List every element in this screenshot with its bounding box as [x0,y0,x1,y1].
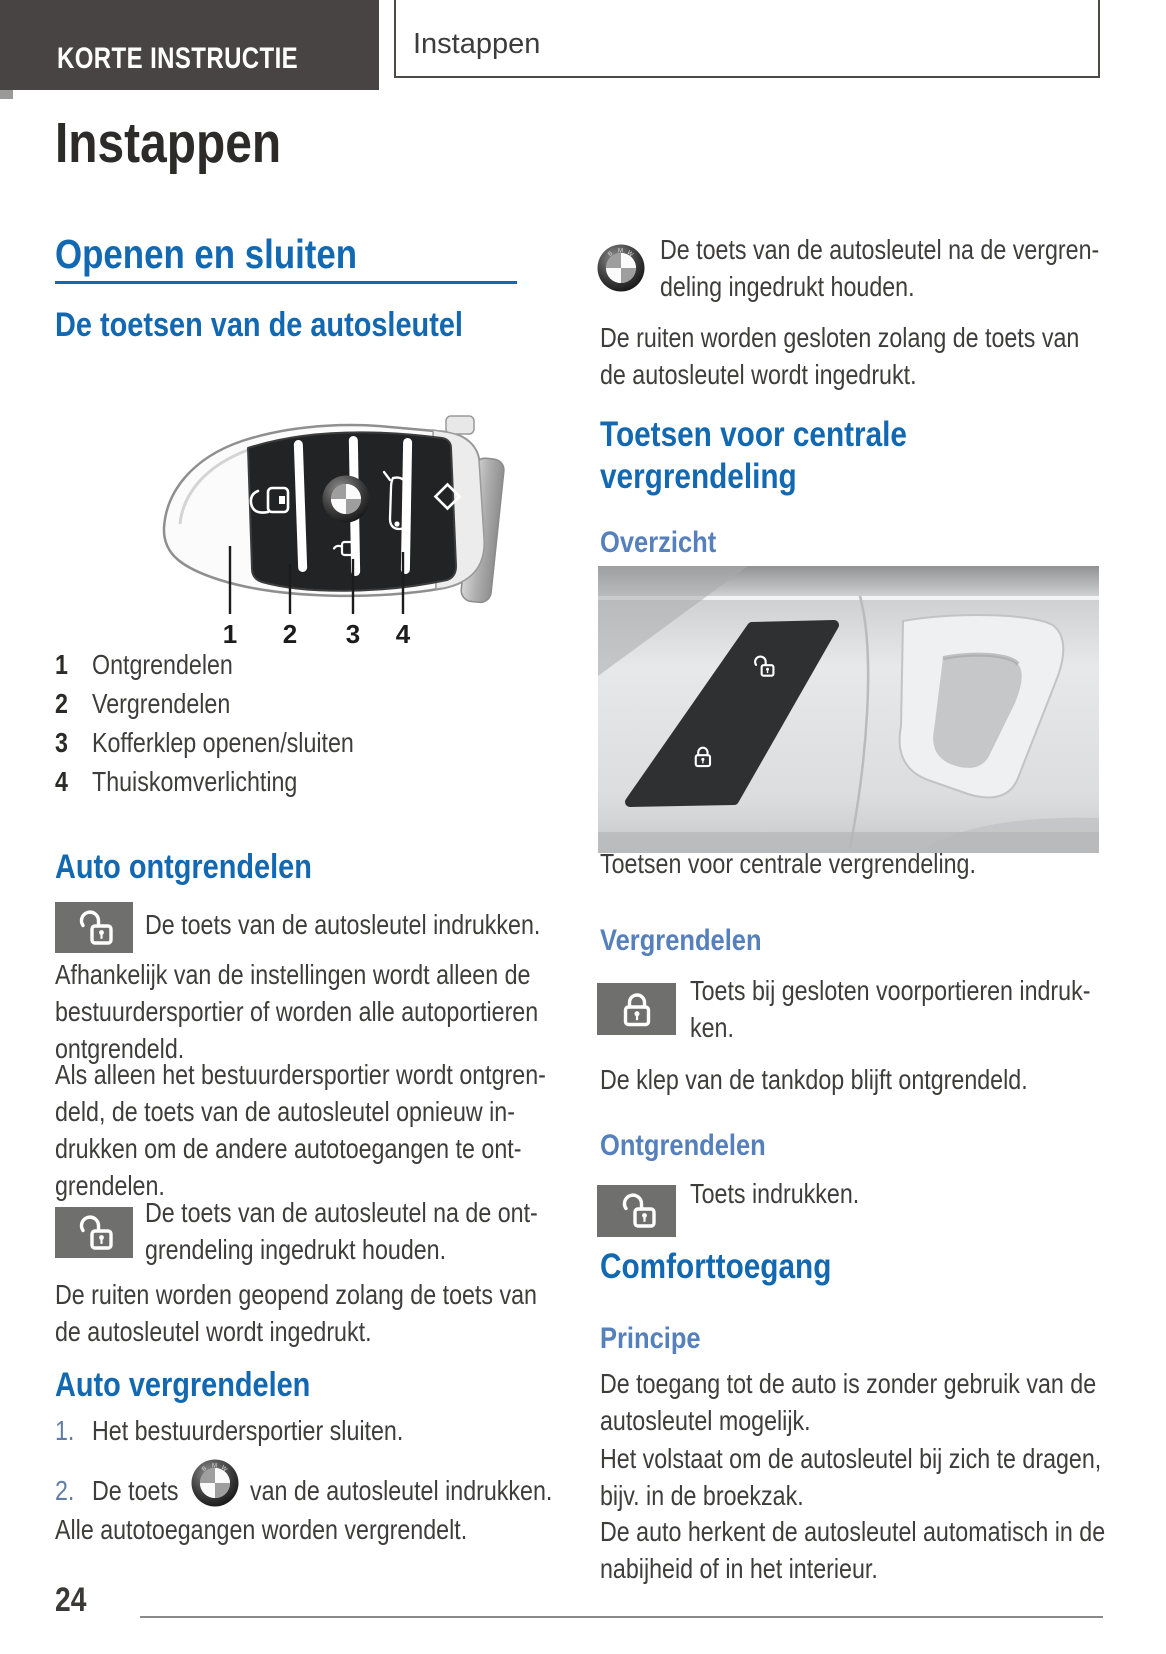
lock-hold-text: De toets van de autosleutel na de vergren- deling ingedrukt houden. [660,234,1100,302]
paragraph-unlock-settings: Afhankelijk van de instellingen wordt alleen de bestuurdersportier of worden alle autoportieren ontgrendeld. [55,959,539,1064]
step-2-text-post: van de autosleutel indrukken. [250,1475,553,1506]
step-2-number: 2. [55,1475,75,1506]
paragraph-principle-1: De toegang tot de auto is zonder gebruik van de autosleutel mogelijk. [600,1368,1097,1436]
figure-caption: Toetsen voor centrale vergrendeling. [600,848,976,879]
svg-text:B: B [201,1465,209,1473]
key-fob-image [150,396,510,651]
svg-text:M: M [212,1463,217,1470]
key-list-label-2: Vergrendelen [92,688,231,719]
heading-auto-vergrendelen: Auto vergrendelen [55,1366,311,1404]
key-list-label-3: Kofferklep openen/sluiten [92,727,354,758]
lock-button-box [597,983,676,1035]
footer-rule [140,1616,1103,1618]
heading-comforttoegang: Comforttoegang [600,1247,832,1286]
unlock-hold-text: De toets van de autosleutel na de ont- grendeling ingedrukt houden. [145,1197,538,1265]
svg-text:4: 4 [395,619,411,649]
svg-text:1: 1 [222,619,238,649]
heading-key-buttons: De toetsen van de autosleutel [55,306,463,344]
heading-principe: Principe [600,1322,701,1355]
heading-overzicht: Overzicht [600,526,717,559]
key-list-label-4: Thuiskomverlichting [92,766,298,797]
door-panel-image [598,566,1099,853]
bmw-roundel-icon [191,1459,239,1507]
key-list-label-1: Ontgrendelen [92,649,233,680]
unlock-hold-button-box [55,1207,133,1258]
header-section-label: KORTE INSTRUCTIE [57,42,299,75]
key-bmw-roundel-icon [323,476,370,523]
paragraph-windows-close: De ruiten worden gesloten zolang de toets van de autosleutel wordt ingedrukt. [600,322,1080,390]
step-2-text-pre: De toets [92,1475,179,1506]
key-list-num-4: 4 [55,766,68,797]
svg-text:W: W [625,249,634,259]
step-1-text: Het bestuurdersportier sluiten. [92,1415,404,1446]
heading-central-locking: Toetsen voor centrale vergrendeling [600,415,907,496]
lock-press-text: Toets bij gesloten voorportieren indruk- ken. [690,975,1091,1043]
open-lock-icon [70,908,118,948]
unlock-key-button-box [55,902,133,953]
section-heading-openen-en-sluiten: Openen en sluiten [55,231,358,277]
unlock-button-box [597,1185,676,1237]
svg-text:2: 2 [282,619,298,649]
svg-text:W: W [219,1464,228,1474]
unlock-press-text: De toets van de autosleutel indrukken. [145,909,541,940]
page-number: 24 [55,1581,87,1619]
key-ring-notch [446,416,474,434]
svg-text:B: B [607,250,615,258]
closed-lock-icon [613,989,661,1029]
key-list-num-2: 2 [55,688,68,719]
header-chapter-label: Instappen [413,28,541,60]
section-heading-rule [55,281,517,284]
svg-text:M: M [618,248,623,255]
header-bar-notch [0,90,13,99]
key-list-num-1: 1 [55,649,68,680]
paragraph-principle-3: De auto herkent de autosleutel automatisch in de nabijheid of in het interieur. [600,1516,1106,1584]
open-lock-icon [70,1213,118,1253]
key-callout-numbers [223,619,411,649]
lock-note: Alle autotoegangen worden vergrendelt. [55,1514,468,1545]
paragraph-windows-open: De ruiten worden geopend zolang de toets van de autosleutel wordt ingedrukt. [55,1279,537,1347]
heading-auto-ontgrendelen: Auto ontgrendelen [55,848,312,886]
page-title: Instappen [55,111,282,175]
key-list-num-3: 3 [55,727,68,758]
header-chapter-tab [394,0,1100,78]
paragraph-principle-2: Het volstaat om de autosleutel bij zich te dragen, bijv. in de broekzak. [600,1443,1102,1511]
step-1-number: 1. [55,1415,75,1446]
open-lock-icon [613,1191,661,1231]
bmw-roundel-icon [597,244,645,292]
paragraph-unlock-again: Als alleen het bestuurdersportier wordt ontgren- deld, de toets van de autosleutel opnieuw in- drukken om de andere autotoegangen te ont- grendelen. [55,1059,546,1201]
unlock-press-text-right: Toets indrukken. [690,1178,860,1209]
heading-ontgrendelen: Ontgrendelen [600,1129,766,1162]
fuel-flap-note: De klep van de tankdop blijft ontgrendeld. [600,1064,1028,1095]
header-section-bar [0,0,379,90]
svg-text:3: 3 [345,619,361,649]
heading-vergrendelen: Vergrendelen [600,924,762,957]
